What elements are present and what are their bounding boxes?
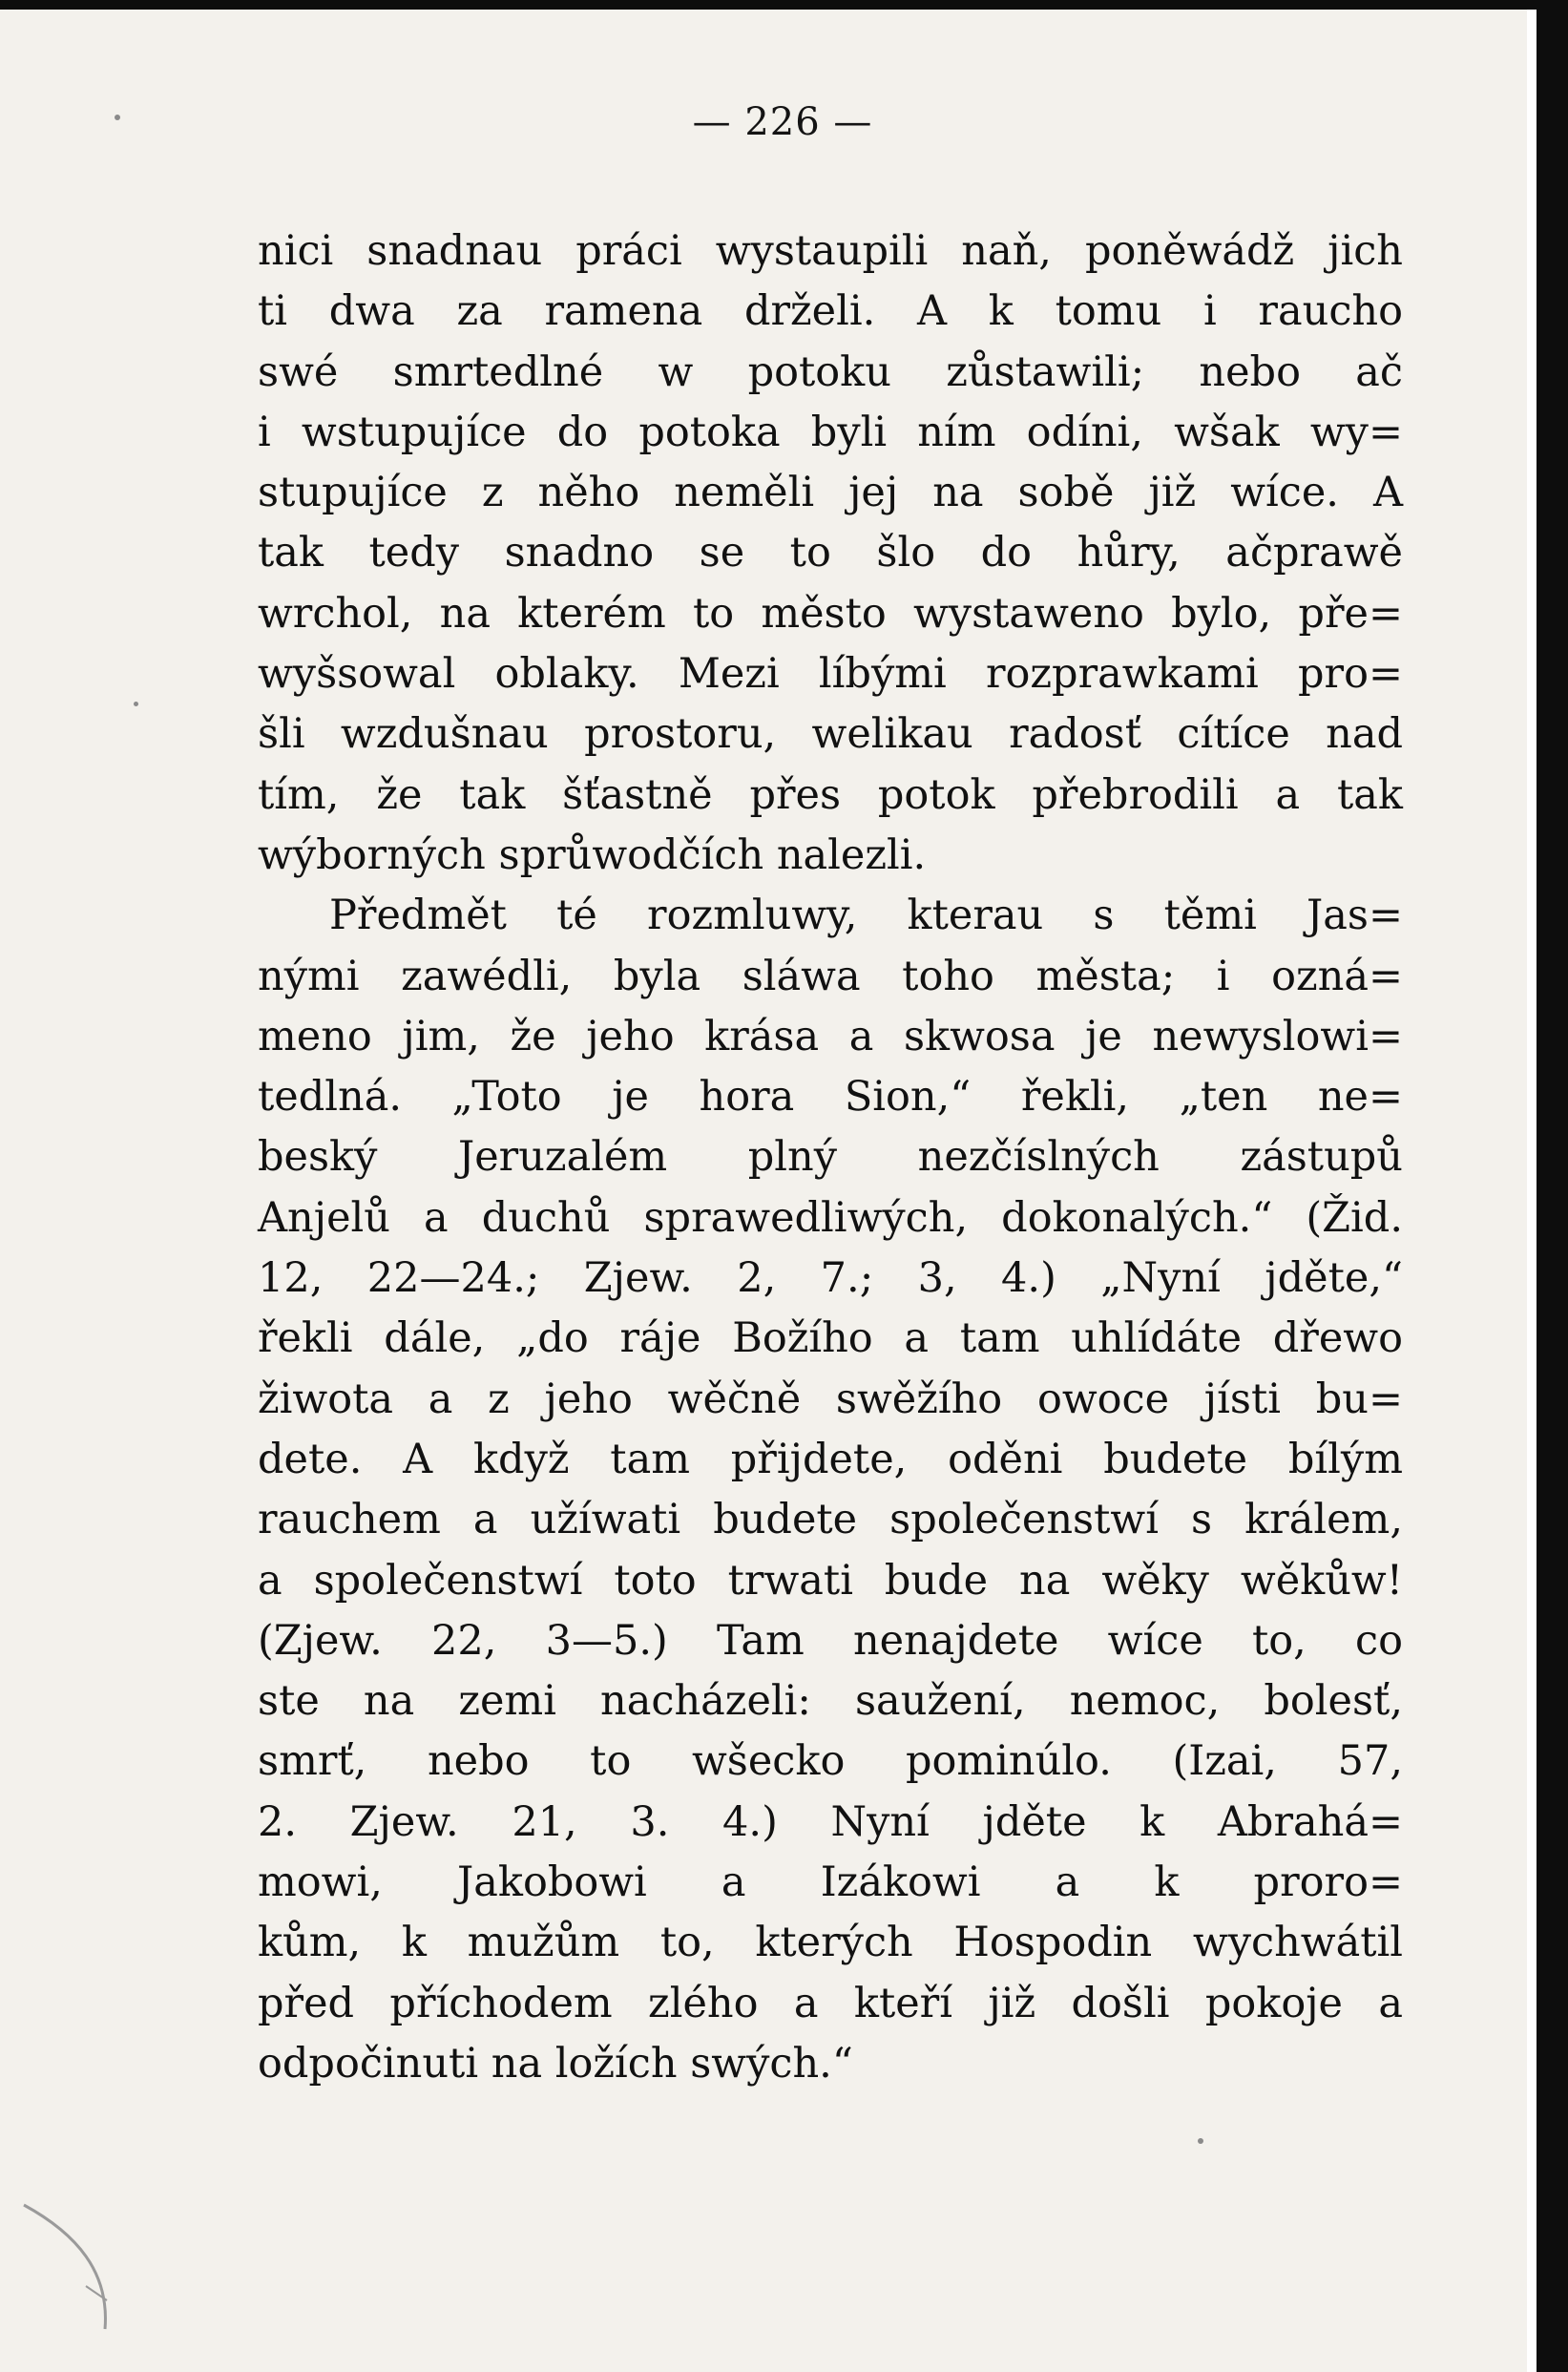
page-corner-mark <box>19 2195 115 2339</box>
text-line: tak tedy snadno se to šlo do hůry, ačprawě <box>258 529 1403 577</box>
text-line: stupujíce z něho neměli jej na sobě již wíce. A <box>258 469 1403 517</box>
text-line: před příchodem zlého a kteří již došli pokoje a <box>258 1979 1403 2027</box>
text-line: dete. A když tam přijdete, oděni budete bílým <box>258 1435 1403 1483</box>
text-line: swé smrtedlné w potoku zůstawili; nebo ač <box>258 347 1403 396</box>
text-line: nými zawédli, byla sláwa toho města; i ozná= <box>258 952 1403 1000</box>
text-line: 2. Zjew. 21, 3. 4.) Nyní jděte k Abrahá= <box>258 1797 1403 1846</box>
text-line: kům, k mužům to, kterých Hospodin wychwátil <box>258 1919 1403 1967</box>
scan-edge-right <box>1537 0 1568 2372</box>
text-line: a společenstwí toto trwati bude na wěky wěkůw! <box>258 1556 1403 1605</box>
text-line: i wstupujíce do potoka byli ním odíni, wšak wy= <box>258 408 1403 456</box>
text-line: ti dwa za ramena drželi. A k tomu i raucho <box>258 287 1403 336</box>
text-line: smrť, nebo to wšecko pominúlo. (Izai, 57, <box>258 1737 1403 1786</box>
scan-edge-top <box>0 0 1568 10</box>
text-line: meno jim, že jeho krása a skwosa je newyslowi= <box>258 1012 1403 1060</box>
scan-speck <box>134 702 138 706</box>
text-line: nici snadnau práci wystaupili naň, poněwádž jich <box>258 227 1403 275</box>
text-line: wrchol, na kterém to město wystaweno bylo, pře= <box>258 589 1403 638</box>
text-line: beský Jeruzalém plný nezčíslných zástupů <box>258 1133 1403 1182</box>
text-line: tedlná. „Toto je hora Sion,“ řekli, „ten ne= <box>258 1073 1403 1122</box>
paragraph-end-line: odpočinuti na ložích swých.“ <box>258 2039 853 2088</box>
page-number: — 226 — <box>692 100 873 144</box>
text-line: ste na zemi nacházeli: saužení, nemoc, bolesť, <box>258 1677 1403 1726</box>
text-line: Anjelů a duchů sprawedliwých, dokonalých.“ (Žid. <box>258 1193 1403 1242</box>
scan-speck <box>115 115 120 120</box>
text-line: řekli dále, „do ráje Božího a tam uhlídáte dřewo <box>258 1314 1403 1363</box>
text-line: wyšsowal oblaky. Mezi líbými rozprawkami pro= <box>258 650 1403 699</box>
body-text <box>258 221 1403 2094</box>
text-line: (Zjew. 22, 3—5.) Tam nenajdete wíce to, co <box>258 1616 1403 1665</box>
paragraph-start-line: Předmět té rozmluwy, kterau s těmi Jas= <box>329 892 1403 940</box>
text-line: šli wzdušnau prostoru, welikau radosť cítíce nad <box>258 710 1403 759</box>
text-line: rauchem a užíwati budete společenstwí s králem, <box>258 1496 1403 1544</box>
scan-speck <box>1198 2138 1203 2144</box>
paragraph-end-line: wýborných sprůwodčích nalezli. <box>258 830 927 879</box>
text-line: 12, 22—24.; Zjew. 2, 7.; 3, 4.) „Nyní jděte,“ <box>258 1254 1403 1303</box>
text-line: tím, že tak šťastně přes potok přebrodili a tak <box>258 770 1403 819</box>
text-line: mowi, Jakobowi a Izákowi a k proro= <box>258 1858 1403 1907</box>
text-line: žiwota a z jeho wěčně swěžího owoce jísti bu= <box>258 1375 1403 1423</box>
